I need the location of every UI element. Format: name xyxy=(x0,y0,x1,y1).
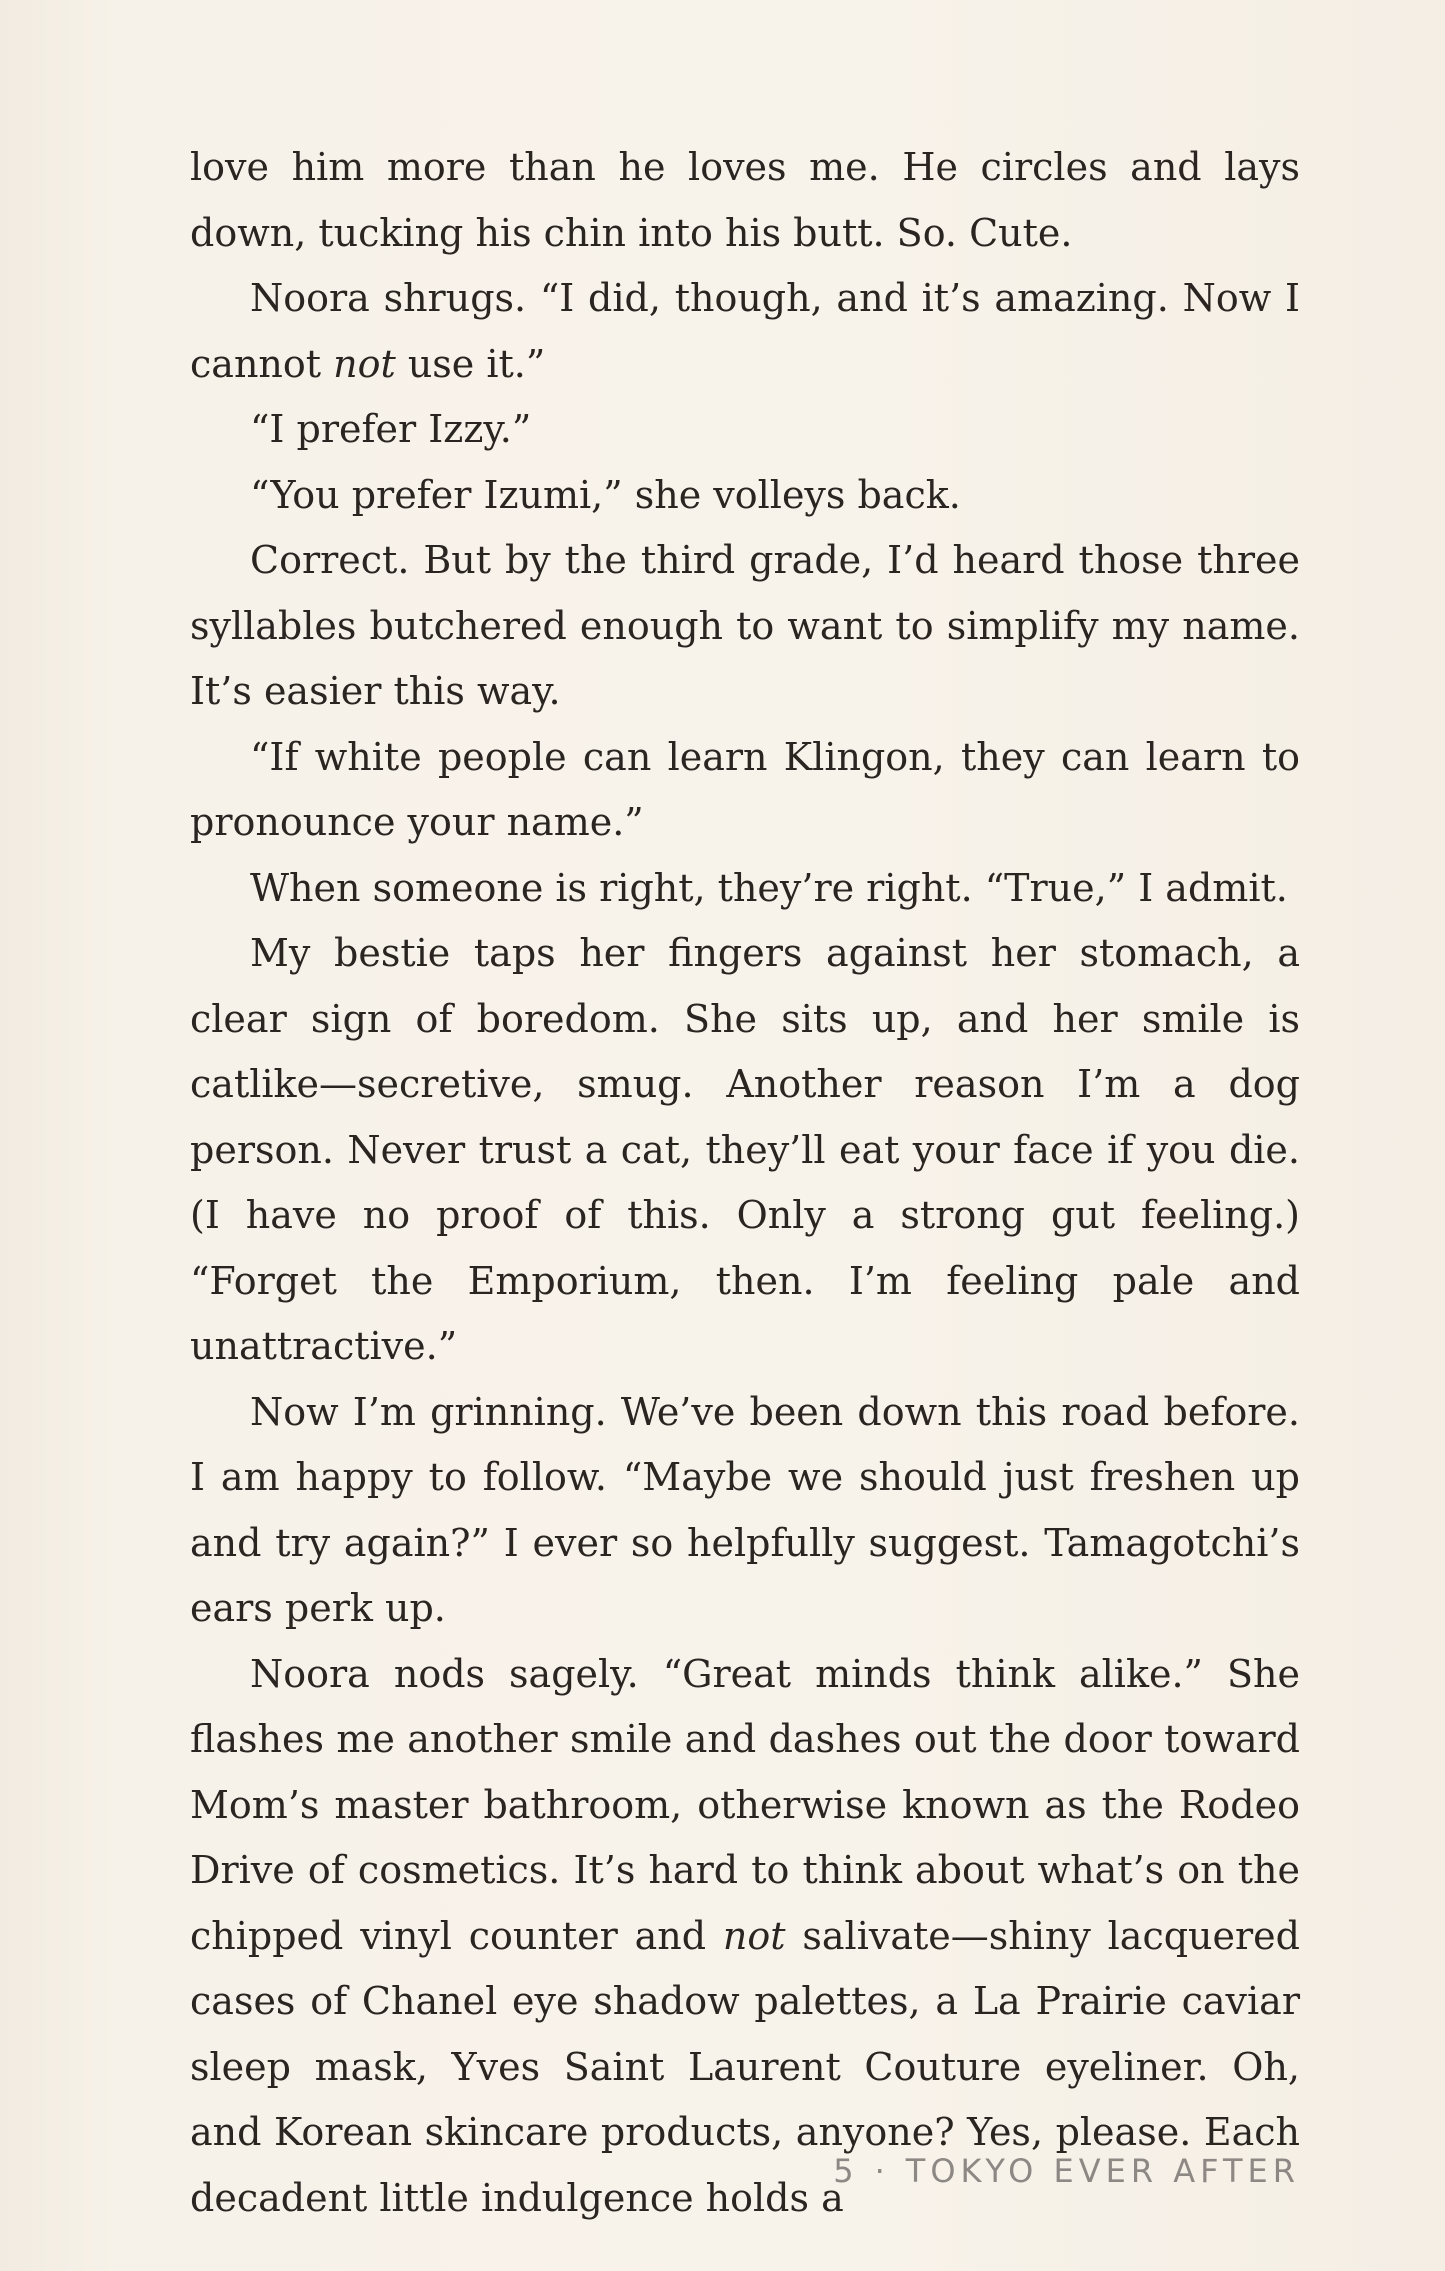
text-run: Correct. But by the third grade, I’d heard those three syllables butchered enough to want to simplify my name. It’s easier this way. xyxy=(190,538,1300,713)
paragraph xyxy=(190,725,1300,856)
emphasis-text: not xyxy=(722,1913,786,1958)
book-title: TOKYO EVER AFTER xyxy=(905,2152,1300,2190)
body-text xyxy=(190,135,1300,2231)
paragraph xyxy=(190,1380,1300,1642)
text-run: Noora shrugs. “I did, though, and it’s amazing. Now I cannot xyxy=(190,276,1300,386)
paragraph xyxy=(190,921,1300,1380)
text-run: My bestie taps her fingers against her stomach, a clear sign of boredom. She sits up, and her smile is catlike—secretive, smug. Another reason I’m a dog person. Never trust a cat, they’ll eat your face if you die. (I have no proof of this. Only a strong gut feeling.) “Forget the Emporium, then. I’m feeling pale and unattractive.” xyxy=(190,931,1300,1368)
paragraph xyxy=(190,856,1300,922)
text-run: salivate—shiny lacquered cases of Chanel eye shadow palettes, a La Prairie caviar sleep mask, Yves Saint Laurent Couture eyeliner. Oh, and Korean skincare products, anyone? Yes, please. Each decadent little indulgence holds a xyxy=(190,1913,1300,2220)
emphasis-text: not xyxy=(333,341,396,386)
text-run: love him more than he loves me. He circles and lays down, tucking his chin into his butt. So. Cute. xyxy=(190,145,1300,255)
paragraph xyxy=(190,397,1300,463)
paragraph xyxy=(190,266,1300,397)
paragraph xyxy=(190,528,1300,725)
page-number: 5 xyxy=(833,2152,859,2190)
text-run: Now I’m grinning. We’ve been down this road before. I am happy to follow. “Maybe we should just freshen up and try again?” I ever so helpfully suggest. Tamagotchi’s ears perk up. xyxy=(190,1389,1300,1630)
paragraph xyxy=(190,135,1300,266)
text-run: use it.” xyxy=(395,341,546,386)
running-footer xyxy=(0,2152,1300,2190)
text-run: Noora nods sagely. “Great minds think alike.” She flashes me another smile and dashes out the door toward Mom’s master bathroom, otherwise known as the Rodeo Drive of cosmetics. It’s hard to think about what’s on the chipped vinyl counter and xyxy=(190,1651,1300,1958)
text-run: “You prefer Izumi,” she volleys back. xyxy=(250,472,961,517)
text-run: “If white people can learn Klingon, they can learn to pronounce your name.” xyxy=(190,734,1300,844)
footer-separator: · xyxy=(874,2152,890,2190)
text-run: “I prefer Izzy.” xyxy=(250,407,532,451)
paragraph xyxy=(190,463,1300,529)
paragraph xyxy=(190,1642,1300,2232)
text-run: When someone is right, they’re right. “True,” I admit. xyxy=(250,865,1288,910)
